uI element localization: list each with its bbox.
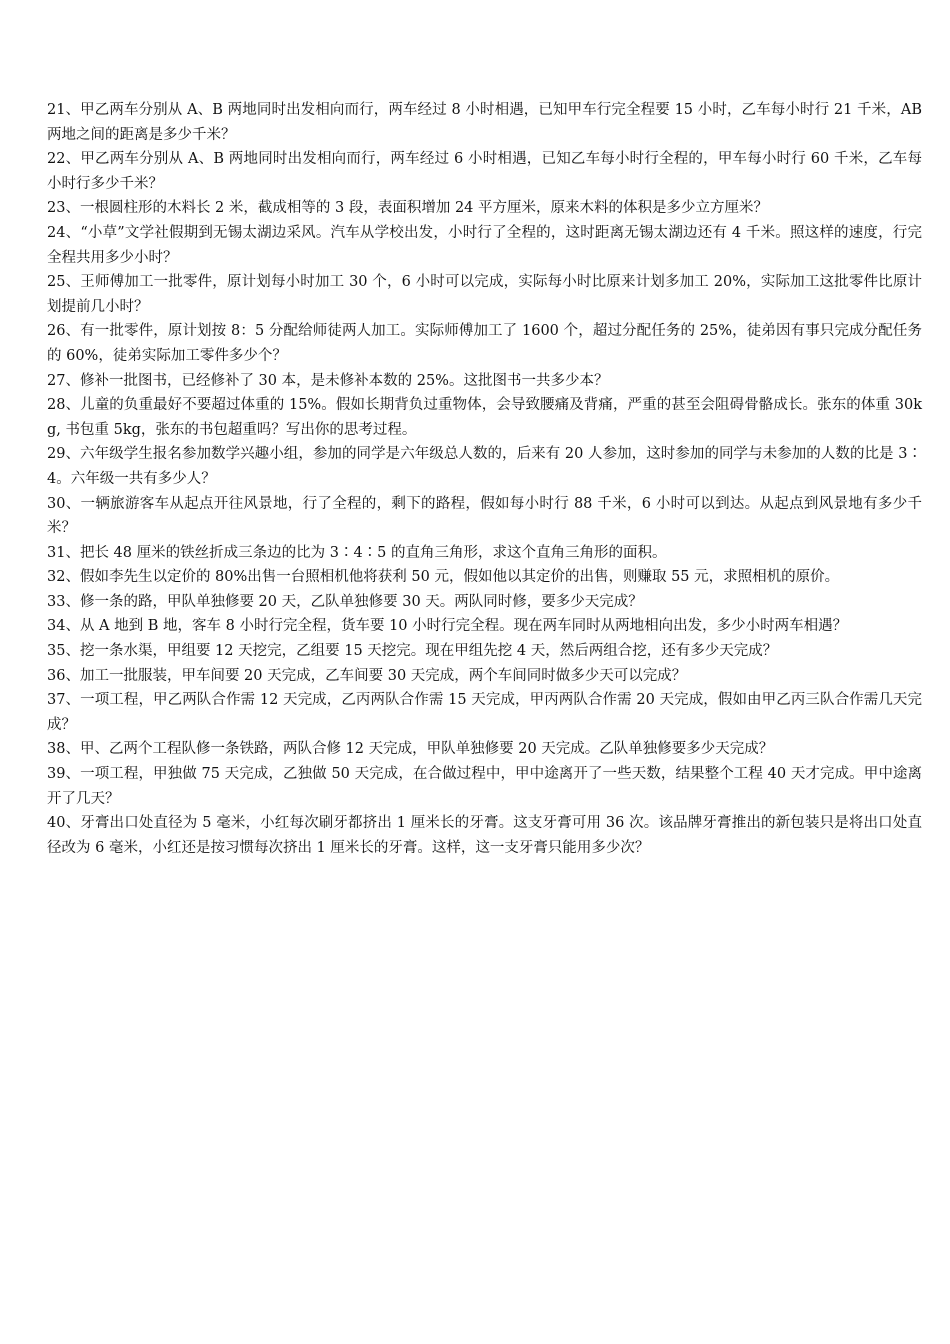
problem-40: 40、牙膏出口处直径为 5 毫米，小红每次刷牙都挤出 1 厘米长的牙膏。这支牙膏可用 36 次。该品牌牙膏推出的新包装只是将出口处直径改为 6 毫米，小红还是按习惯每次挤出 1 厘米长的牙膏。这样，这一支牙膏只能用多少次？ [47,815,922,856]
problem-27: 27、修补一批图书，已经修补了 30 本，是未修补本数的 25%。这批图书一共多少本？ [47,372,609,389]
problem-23: 23、一根圆柱形的木料长 2 米，截成相等的 3 段，表面积增加 24 平方厘米，原来木料的体积是多少立方厘米？ [47,200,769,217]
problem-36: 36、加工一批服装，甲车间要 20 天完成，乙车间要 30 天完成，两个车间同时做多少天可以完成？ [47,667,687,684]
problem-26: 26、有一批零件，原计划按 8：5 分配给师徒两人加工。实际师傅加工了 1600 个，超过分配任务的 25%，徒弟因有事只完成分配任务的 60%，徒弟实际加工零件多少个？ [47,323,922,364]
problem-38: 38、甲、乙两个工程队修一条铁路，两队合修 12 天完成，甲队单独修要 20 天完成。乙队单独修要多少天完成？ [47,741,774,758]
problem-33: 33、修一条的路，甲队单独修要 20 天，乙队单独修要 30 天。两队同时修，要多少天完成？ [47,593,643,610]
problem-37: 37、一项工程，甲乙两队合作需 12 天完成，乙丙两队合作需 15 天完成，甲丙两队合作需 20 天完成，假如由甲乙丙三队合作需几天完成？ [47,692,922,733]
problem-22: 22、甲乙两车分别从 A、B 两地同时出发相向而行，两车经过 6 小时相遇，已知乙车每小时行全程的，甲车每小时行 60 千米，乙车每小时行多少千米？ [47,151,922,192]
problem-32: 32、假如李先生以定价的 80%出售一台照相机他将获利 50 元，假如他以其定价的出售，则赚取 55 元，求照相机的原价。 [47,569,840,586]
problem-28: 28、儿童的负重最好不要超过体重的 15%。假如长期背负过重物体，会导致腰痛及背痛，严重的甚至会阻碍骨骼成长。张东的体重 30kg, 书包重 5kg，张东的书包超重吗？写出你的思考过程。 [47,397,922,438]
problem-39: 39、一项工程，甲独做 75 天完成，乙独做 50 天完成，在合做过程中，甲中途离开了一些天数，结果整个工程 40 天才完成。甲中途离开了几天？ [47,766,922,807]
problem-29: 29、六年级学生报名参加数学兴趣小组，参加的同学是六年级总人数的，后来有 20 人参加，这时参加的同学与未参加的人数的比是 3∶4。六年级一共有多少人？ [47,446,922,487]
problem-31: 31、把长 48 厘米的铁丝折成三条边的比为 3∶4∶5 的直角三角形，求这个直角三角形的面积。 [47,544,667,561]
problem-25: 25、王师傅加工一批零件，原计划每小时加工 30 个，6 小时可以完成，实际每小时比原来计划多加工 20%，实际加工这批零件比原计划提前几小时？ [47,274,922,315]
problem-24: 24、“小草”文学社假期到无锡太湖边采风。汽车从学校出发，小时行了全程的，这时距离无锡太湖边还有 4 千米。照这样的速度，行完全程共用多少小时？ [47,224,922,266]
problem-list [47,98,922,860]
problem-30: 30、一辆旅游客车从起点开往风景地，行了全程的，剩下的路程，假如每小时行 88 千米，6 小时可以到达。从起点到风景地有多少千米？ [47,495,922,537]
problem-35: 35、挖一条水渠，甲组要 12 天挖完，乙组要 15 天挖完。现在甲组先挖 4 天，然后两组合挖，还有多少天完成？ [47,643,778,660]
problem-34: 34、从 A 地到 B 地，客车 8 小时行完全程，货车要 10 小时行完全程。现在两车同时从两地相向出发，多少小时两车相遇？ [47,618,848,635]
problem-21: 21、甲乙两车分别从 A、B 两地同时出发相向而行，两车经过 8 小时相遇，已知甲车行完全程要 15 小时，乙车每小时行 21 千米，AB 两地之间的距离是多少千米？ [47,102,922,143]
